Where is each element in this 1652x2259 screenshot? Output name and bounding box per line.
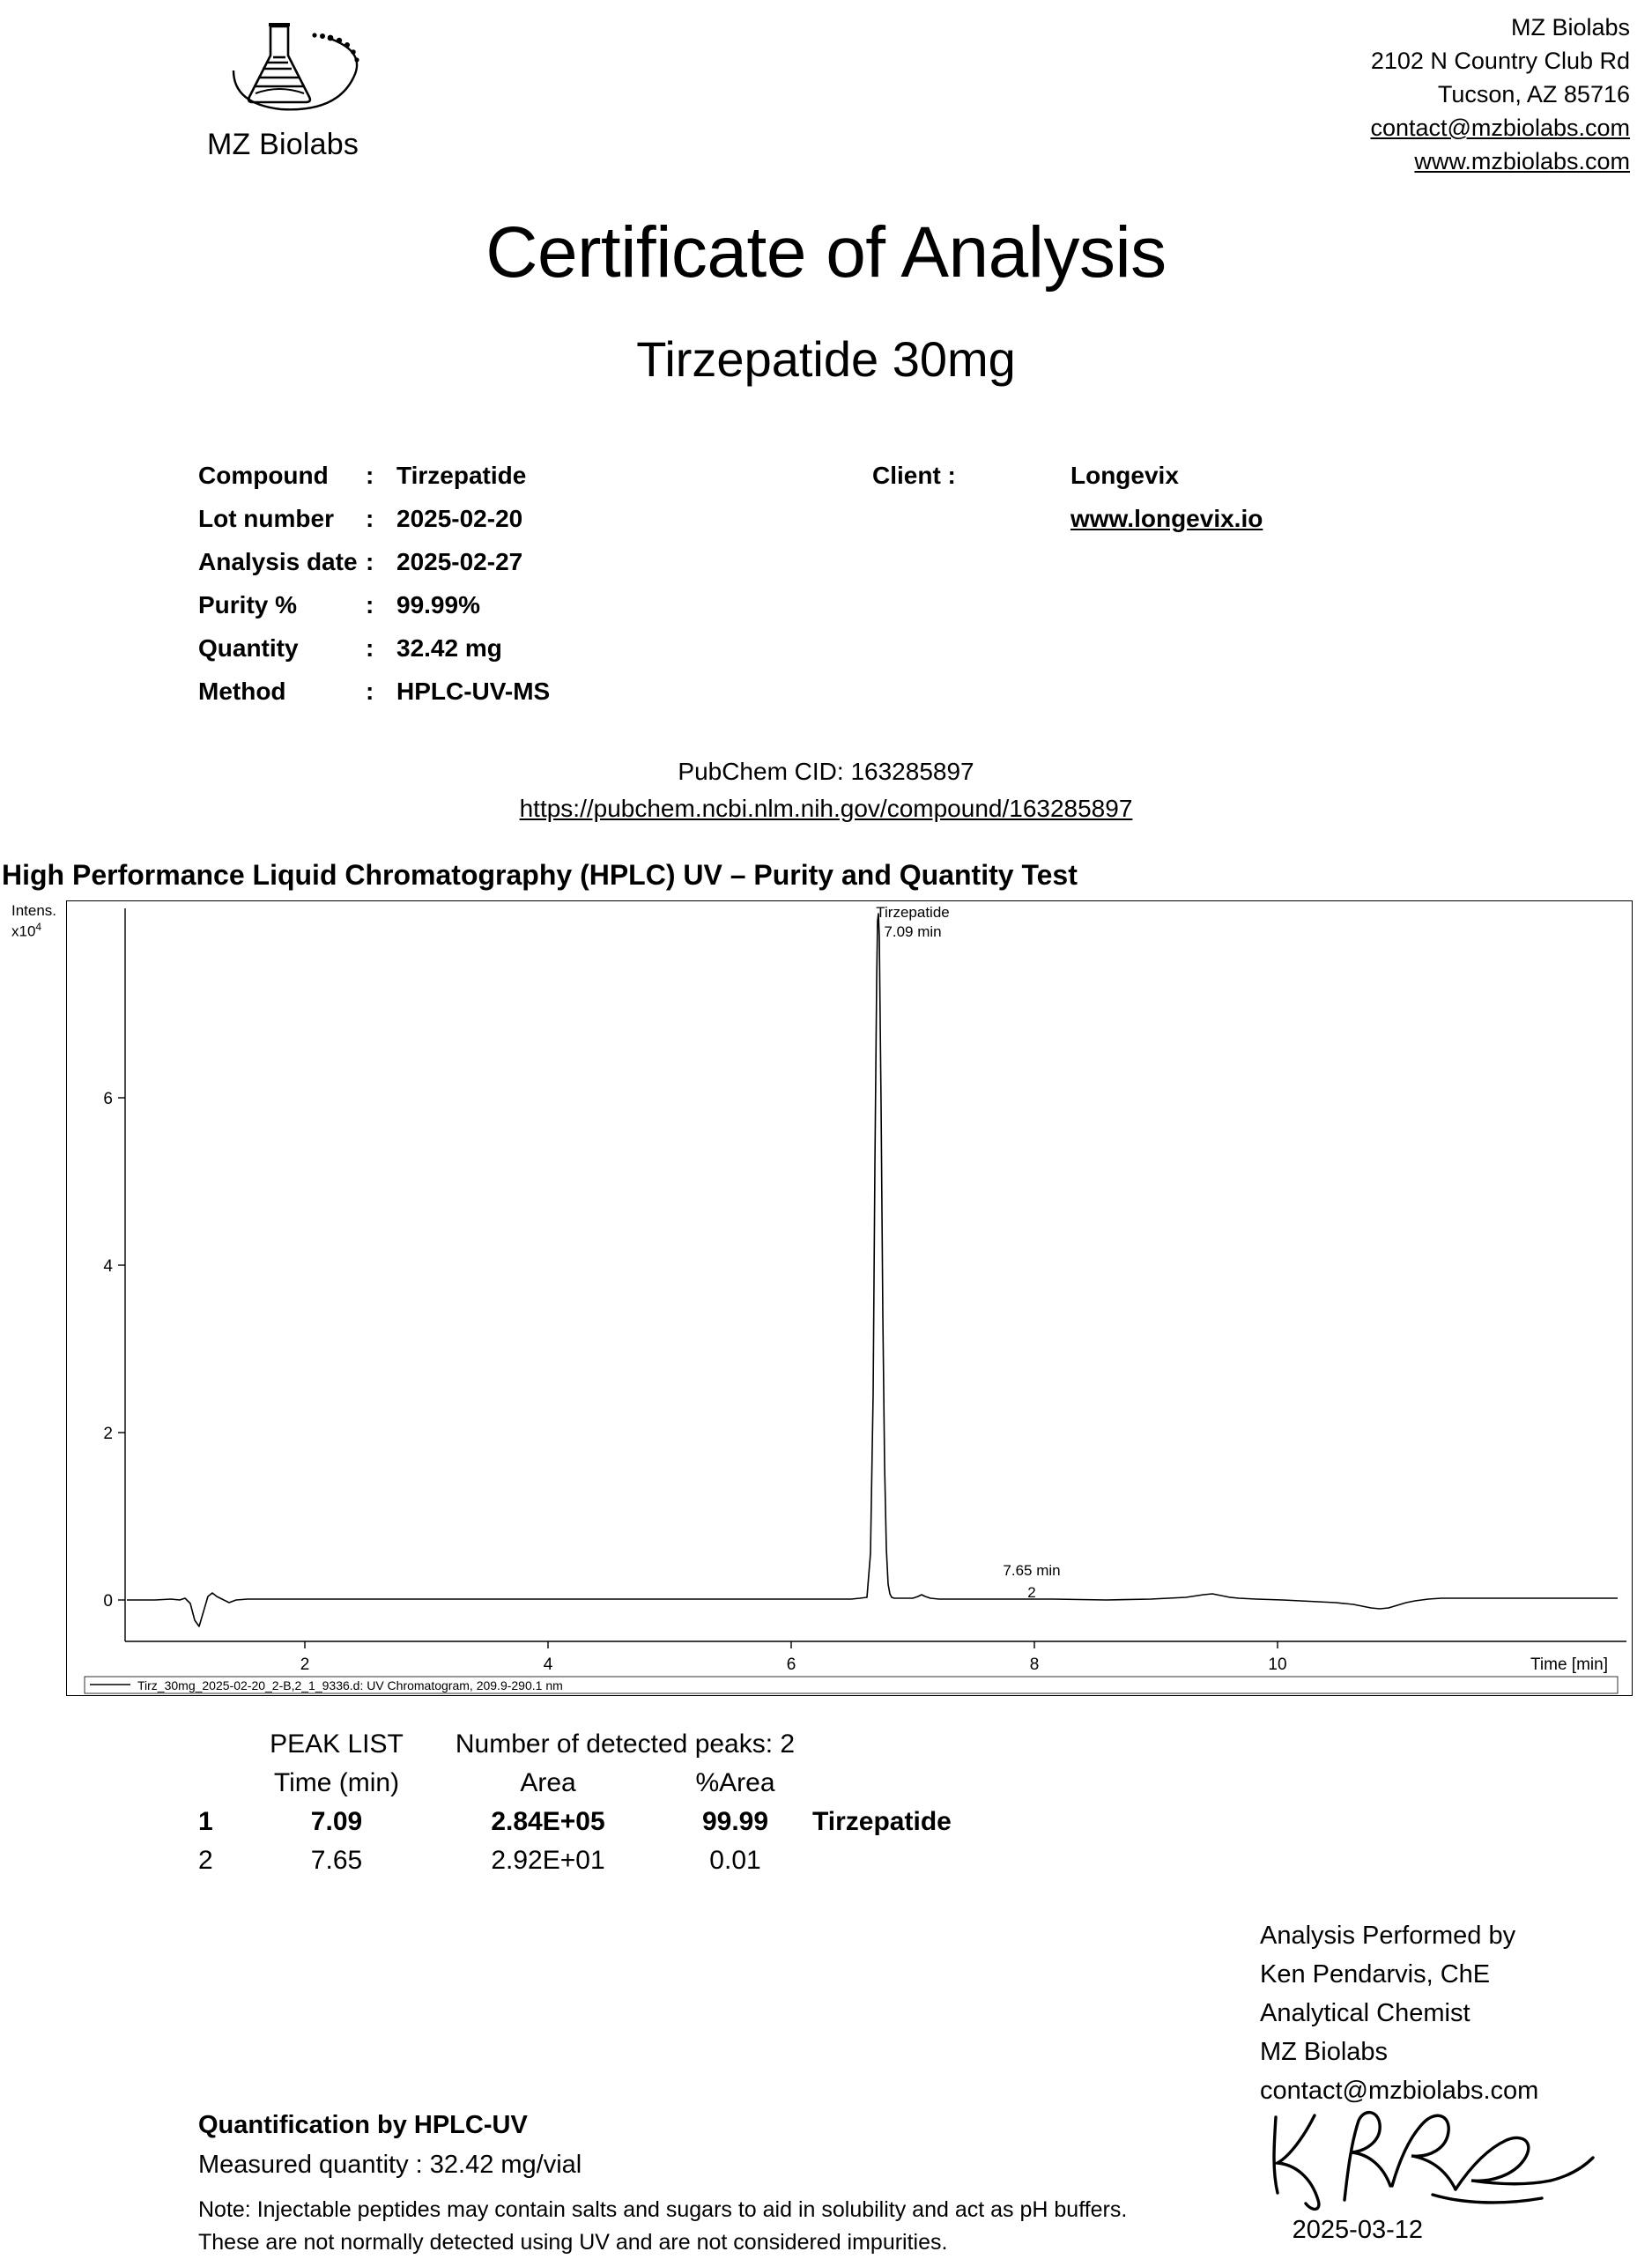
info-colon: : xyxy=(366,677,374,705)
peak-time: 7.65 xyxy=(310,1846,363,1875)
info-label: Analysis date xyxy=(198,547,358,575)
info-value: HPLC-UV-MS xyxy=(396,677,551,705)
svg-text:2: 2 xyxy=(1027,1584,1036,1601)
flask-logo-icon xyxy=(207,16,374,122)
analyst-email: contact@mzbiolabs.com xyxy=(1260,2077,1539,2105)
client-row-name xyxy=(872,454,1263,497)
logo-label: MZ Biolabs xyxy=(207,128,359,161)
peak-list-title-row xyxy=(198,1722,952,1761)
svg-text:Tirz_30mg_2025-02-20_2-B,2_1_9: Tirz_30mg_2025-02-20_2-B,2_1_9336.d: UV Chromatogram, 209.9-290.1 nm xyxy=(137,1678,563,1692)
svg-text:6: 6 xyxy=(103,1090,113,1108)
company-address xyxy=(1370,11,1630,178)
col-header-area: Area xyxy=(520,1768,576,1797)
table-row xyxy=(198,1800,952,1839)
peak-percent-area: 0.01 xyxy=(709,1846,761,1875)
page-subtitle: Tirzepatide 30mg xyxy=(636,331,1016,387)
info-value: 2025-02-27 xyxy=(396,547,523,575)
client-url-link[interactable]: www.longevix.io xyxy=(1070,504,1263,532)
analyst-company: MZ Biolabs xyxy=(1260,2038,1389,2066)
info-value: Tirzepatide xyxy=(396,461,527,489)
info-label: Compound xyxy=(198,461,329,489)
table-row xyxy=(198,1839,952,1878)
company-website-link[interactable]: www.mzbiolabs.com xyxy=(1414,148,1630,174)
company-logo xyxy=(207,16,427,162)
peak-compound-name: Tirzepatide xyxy=(812,1807,952,1836)
info-colon: : xyxy=(366,590,374,618)
svg-text:8: 8 xyxy=(1029,1655,1040,1674)
pubchem-url-link[interactable]: https://pubchem.ncbi.nlm.nih.gov/compound/163285897 xyxy=(519,795,1133,822)
info-colon: : xyxy=(366,547,374,575)
chart-y-axis-title: Intens. $x10^4$ xyxy=(11,902,57,940)
info-row-lot-number xyxy=(198,497,550,540)
info-value: 99.99% xyxy=(396,590,480,618)
signature xyxy=(1260,2101,1612,2225)
hplc-chromatogram xyxy=(66,900,1633,1696)
company-email-link[interactable]: contact@mzbiolabs.com xyxy=(1370,115,1630,141)
peak-percent-area: 99.99 xyxy=(701,1807,769,1836)
page-title: Certificate of Analysis xyxy=(485,212,1167,293)
info-row-method xyxy=(198,670,550,713)
compound-info-table xyxy=(198,454,550,713)
disclaimer-note xyxy=(198,2194,1127,2259)
peak-area: 2.92E+01 xyxy=(491,1846,605,1875)
client-name: Longevix xyxy=(1070,461,1179,489)
info-value: 32.42 mg xyxy=(396,633,502,662)
analyst-title: Analytical Chemist xyxy=(1260,1999,1471,2027)
info-row-compound xyxy=(198,454,550,497)
svg-text:6: 6 xyxy=(786,1655,796,1674)
peak-time: 7.09 xyxy=(310,1807,363,1836)
svg-text:2: 2 xyxy=(103,1425,113,1443)
measured-quantity: Measured quantity : 32.42 mg/vial xyxy=(198,2151,582,2179)
quantification-block xyxy=(198,2106,582,2185)
peak-list-header-row xyxy=(198,1761,952,1800)
info-colon: : xyxy=(366,633,374,662)
svg-text:0: 0 xyxy=(103,1592,113,1611)
col-header-time: Time (min) xyxy=(273,1768,400,1797)
svg-text:7.09 min: 7.09 min xyxy=(884,923,942,940)
svg-text:Time [min]: Time [min] xyxy=(1530,1655,1608,1674)
peak-count: Number of detected peaks: 2 xyxy=(455,1729,796,1759)
peak-compound-name xyxy=(812,1839,952,1878)
signature-icon xyxy=(1260,2101,1612,2220)
hplc-section-heading: High Performance Liquid Chromatography (HPLC) UV – Purity and Quantity Test xyxy=(2,859,1078,891)
peak-index: 2 xyxy=(198,1846,213,1875)
quantification-heading: Quantification by HPLC-UV xyxy=(198,2111,528,2139)
company-name: MZ Biolabs xyxy=(1510,14,1630,41)
info-row-purity xyxy=(198,583,550,626)
svg-text:4: 4 xyxy=(543,1655,553,1674)
col-header-parea: %Area xyxy=(695,1768,775,1797)
svg-text:Tirzepatide: Tirzepatide xyxy=(876,904,950,921)
peak-index: 1 xyxy=(198,1807,213,1836)
analyst-name: Ken Pendarvis, ChE xyxy=(1260,1960,1491,1989)
info-label: Method xyxy=(198,677,286,705)
analysis-line-1: Analysis Performed by xyxy=(1260,1922,1516,1950)
peak-area: 2.84E+05 xyxy=(491,1807,605,1836)
analysis-performed-by xyxy=(1260,1916,1630,2110)
chromatogram-plot xyxy=(67,901,1632,1695)
signature-date: 2025-03-12 xyxy=(1292,2216,1423,2244)
svg-text:10: 10 xyxy=(1268,1655,1287,1674)
info-row-quantity xyxy=(198,626,550,670)
svg-text:4: 4 xyxy=(103,1257,113,1276)
peak-list xyxy=(198,1722,952,1878)
info-row-analysis-date xyxy=(198,540,550,583)
info-label: Quantity xyxy=(198,633,299,662)
svg-text:2: 2 xyxy=(300,1655,310,1674)
company-street: 2102 N Country Club Rd xyxy=(1370,48,1630,74)
pubchem-reference xyxy=(0,753,1652,827)
note-line-2: These are not normally detected using UV and are not considered impurities. xyxy=(198,2230,948,2255)
info-label: Purity % xyxy=(198,590,298,618)
info-colon: : xyxy=(366,461,374,489)
info-colon: : xyxy=(366,504,374,532)
client-row-url xyxy=(872,497,1263,540)
pubchem-cid: PubChem CID: 163285897 xyxy=(678,758,974,785)
client-label: Client : xyxy=(872,461,956,489)
info-label: Lot number xyxy=(198,504,334,532)
note-line-1: Note: Injectable peptides may contain salts and sugars to aid in solubility and act as pH buffers. xyxy=(198,2197,1128,2222)
peak-list-heading: PEAK LIST xyxy=(270,1729,404,1759)
client-info xyxy=(872,454,1263,540)
company-city: Tucson, AZ 85716 xyxy=(1437,81,1630,107)
info-value: 2025-02-20 xyxy=(396,504,523,532)
svg-text:7.65 min: 7.65 min xyxy=(1003,1562,1061,1579)
